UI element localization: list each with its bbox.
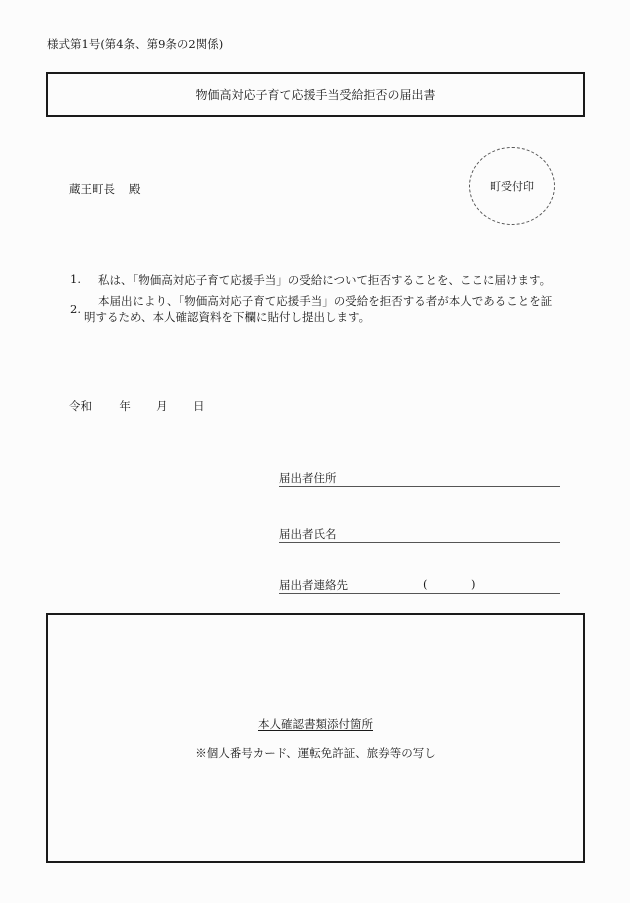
item-2-number: 2. (70, 302, 81, 316)
item-2-text-line-1: 本届出により、「物価高対応子育て応援手当」の受給を拒否する者が本人であることを証 (98, 294, 553, 308)
date-year-label: 年 (119, 399, 131, 413)
date-era: 令和 (69, 399, 92, 413)
document-title: 物価高対応子育て応援手当受給拒否の届出書 (195, 88, 436, 102)
item-2-text-line-2: 明するため、本人確認資料を下欄に貼付し提出します。 (84, 310, 371, 324)
applicant-address-field[interactable] (279, 470, 560, 487)
contact-paren-close: ) (471, 577, 476, 591)
addressee (69, 181, 141, 197)
form-number: 様式第1号(第4条、第9条の2関係) (47, 37, 224, 51)
applicant-contact-field[interactable] (279, 577, 560, 594)
applicant-name-field[interactable] (279, 526, 560, 543)
item-1-text: 私は、「物価高対応子育て応援手当」の受給について拒否することを、ここに届けます。 (98, 273, 552, 287)
addressee-honorific: 殿 (129, 182, 141, 196)
date-day-label: 日 (192, 399, 205, 413)
contact-paren-open: ( (423, 577, 428, 591)
title-box (46, 72, 585, 117)
addressee-name: 蔵王町長 (69, 182, 115, 196)
date-month-label: 月 (156, 399, 168, 413)
reception-stamp-area (469, 147, 555, 225)
date-line (69, 398, 204, 414)
applicant-contact-label: 届出者連絡先 (279, 578, 348, 592)
applicant-address-label: 届出者住所 (279, 471, 337, 485)
id-document-attachment-area (46, 613, 585, 863)
applicant-name-label: 届出者氏名 (279, 527, 337, 541)
attachment-area-title: 本人確認書類添付箇所 (258, 717, 373, 731)
attachment-area-note: ※個人番号カード、運転免許証、旅券等の写し (195, 746, 436, 760)
reception-stamp-label: 町受付印 (490, 180, 534, 193)
item-1-number: 1. (70, 272, 81, 286)
